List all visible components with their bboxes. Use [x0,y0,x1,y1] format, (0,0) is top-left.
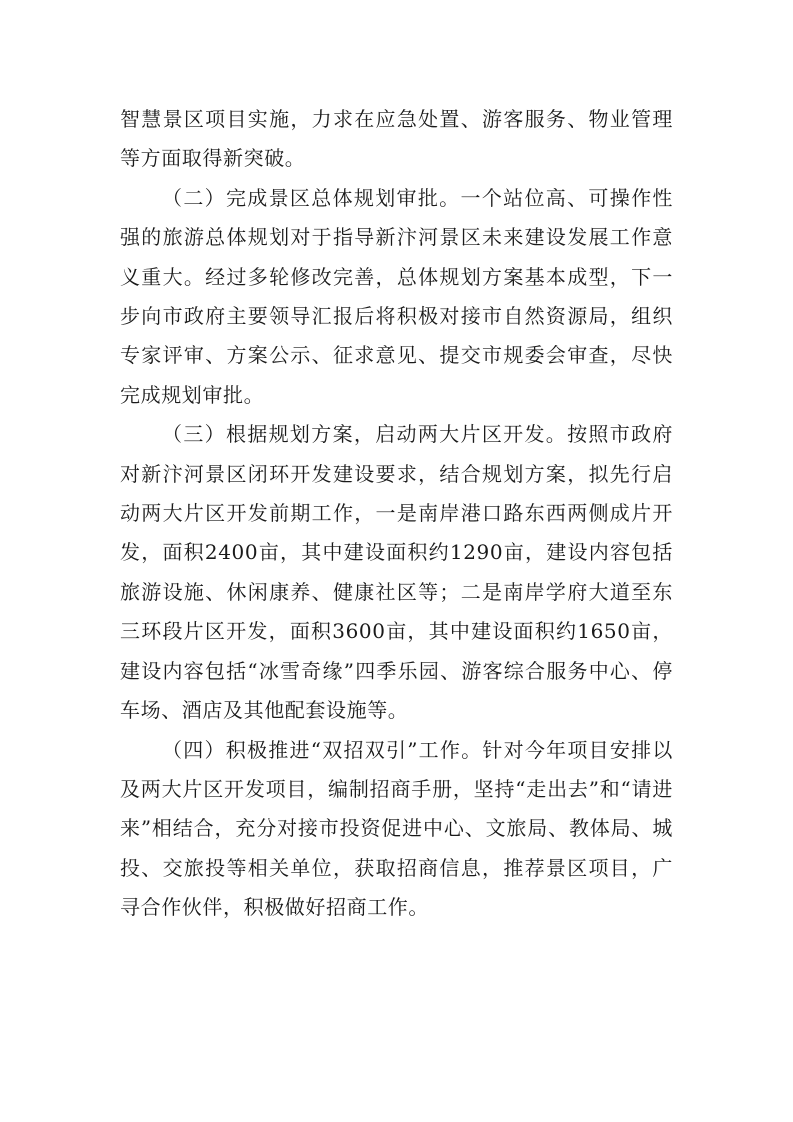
paragraph-section-2: （二）完成景区总体规划审批。一个站位高、可操作性强的旅游总体规划对于指导新汴河景区未来建设发展工作意义重大。经过多轮修改完善，总体规划方案基本成型，下一步向市政府主要领导汇报后将积极对接市自然资源局，组织专家评审、方案公示、征求意见、提交市规委会审查，尽快完成规划审批。 [120,185,673,407]
paragraph-section-3: （三）根据规划方案，启动两大片区开发。按照市政府对新汴河景区闭环开发建设要求，结合规划方案，拟先行启动两大片区开发前期工作，一是南岸港口路东西两侧成片开发，面积2400亩，其中建设面积约1290亩，建设内容包括旅游设施、休闲康养、健康社区等；二是南岸学府大道至东三环段片区开发，面积3600亩，其中建设面积约1650亩，建设内容包括“冰雪奇缘”四季乐园、游客综合服务中心、停车场、酒店及其他配套设施等。 [120,422,673,723]
document-body [120,100,673,928]
paragraph-section-4: （四）积极推进“双招双引”工作。针对今年项目安排以及两大片区开发项目，编制招商手册，坚持“走出去”和“请进来”相结合，充分对接市投资促进中心、文旅局、教体局、城投、交旅投等相关单位，获取招商信息，推荐景区项目，广寻合作伙伴，积极做好招商工作。 [120,737,673,920]
paragraph-continuation: 智慧景区项目实施，力求在应急处置、游客服务、物业管理等方面取得新突破。 [120,107,673,171]
